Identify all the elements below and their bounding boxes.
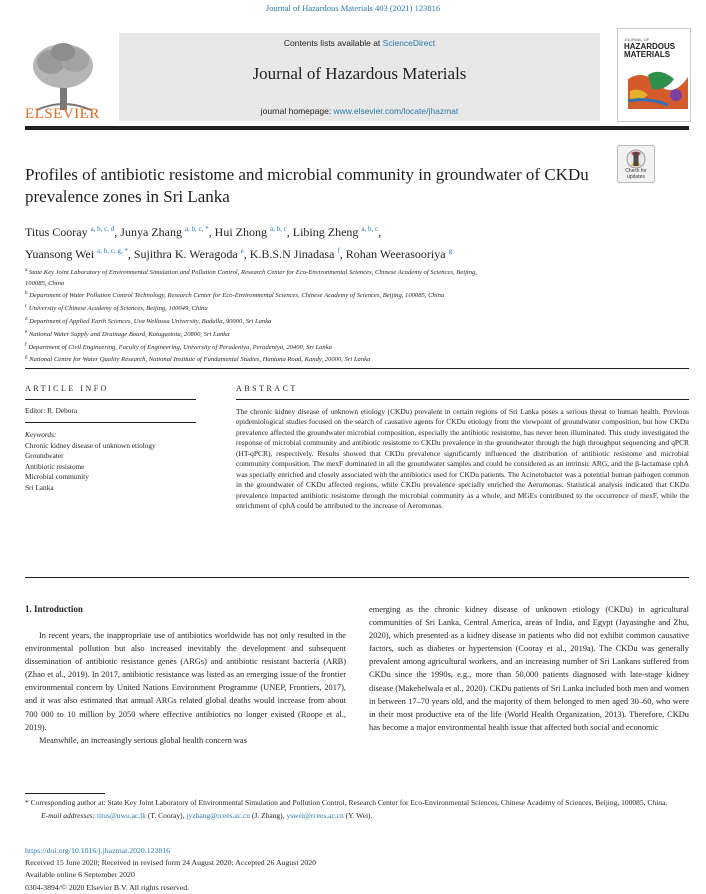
- intro-right-column: [369, 603, 689, 734]
- keyword: Antibiotic resistome: [25, 461, 85, 471]
- affiliation: [25, 341, 685, 354]
- abstract-heading: ABSTRACT: [236, 384, 298, 393]
- introduction-heading: 1. Introduction: [25, 604, 83, 614]
- keyword: Sri Lanka: [25, 482, 54, 492]
- check-for-updates-button[interactable]: [617, 145, 655, 183]
- author-name: Sujithra K. Weragoda: [133, 247, 238, 261]
- copyright: 0304-3894/© 2020 Elsevier B.V. All rights reserved.: [25, 882, 190, 892]
- cover-title: [624, 43, 675, 59]
- affiliation-text: National Centre for Water Quality Research, National Institute of Fundamental Studies, Hantana Road, Kandy, 20000, Sri Lanka: [29, 356, 371, 364]
- author[interactable]: [25, 225, 114, 239]
- author[interactable]: [25, 247, 128, 261]
- contents-prefix: Contents lists available at: [283, 38, 383, 48]
- email-owner: (T. Cooray): [147, 810, 183, 820]
- editor-line: Editor: R. Debora: [25, 406, 78, 415]
- article-info-heading: ARTICLE INFO: [25, 384, 109, 393]
- homepage-line: [119, 106, 600, 116]
- header-rule: [25, 126, 689, 130]
- homepage-link[interactable]: www.elsevier.com/locate/jhazmat: [333, 106, 459, 116]
- cover-title-line2: MATERIALS: [624, 50, 671, 59]
- keyword: Chronic kidney disease of unknown etiology: [25, 440, 156, 450]
- email-link[interactable]: yswei@rcees.ac.cn: [286, 810, 344, 820]
- journal-cover-thumbnail[interactable]: [617, 28, 691, 122]
- intro-left-column: [25, 629, 346, 747]
- crossmark-label-line1: Check for: [625, 168, 647, 174]
- author[interactable]: [134, 247, 244, 261]
- affiliation-text: State Key Joint Laboratory of Environmental Simulation and Pollution Control, Research Center for Eco-Environmental Sciences, Chinese Academy of Sciences, Beijing,: [28, 269, 477, 277]
- author-affiliation-marks[interactable]: e: [240, 247, 244, 255]
- author[interactable]: [120, 225, 208, 239]
- affiliation-key: a: [25, 268, 28, 273]
- author[interactable]: [250, 247, 340, 261]
- author-affiliation-marks[interactable]: f: [337, 247, 340, 255]
- intro-paragraph: emerging as the chronic kidney disease of unknown etiology (CKDu) in agricultural communities of Sri Lanka, Central America, areas of India, and Egypt (Jayasinghe and Zhu, 2020), which presented as a kidney disease in patients who did not exhibit common causative factors, such as diabetes or hypertension (Cooray et al., 2019a). The CKDu was generally prevalent among agricultural workers, and an increasing number of Sri Lankans suffered from CKDu since the 1990s, e.g., more than 50,000 patients diagnosed with late-stage kidney disease (Makehelwala et al., 2020). CKDu patients of Sri Lanka included both men and women in between 17–70 years old, and the majority of them belonged to men aged 30–60, who were in their most productive era of the life (World Health Organization, 2013). Therefore, CKDu has become a major environmental health issue that affected both social and economic: [369, 605, 689, 732]
- keywords-block: [25, 430, 200, 493]
- affiliation-text: University of Chinese Academy of Sciences, Beijing, 100049, China: [28, 305, 208, 313]
- footnote-rule: [25, 793, 105, 794]
- author-affiliation-marks[interactable]: a, b, c, g, *: [97, 247, 128, 255]
- author[interactable]: [215, 225, 287, 239]
- author[interactable]: [293, 225, 378, 239]
- author-affiliation-marks[interactable]: a, b, c, *: [184, 225, 209, 233]
- author-affiliation-marks[interactable]: a, b, c, d: [90, 225, 115, 233]
- crossmark-label: [618, 169, 654, 180]
- affiliation-key: g: [25, 355, 28, 361]
- footnote: [25, 797, 689, 822]
- affiliation: [25, 266, 685, 279]
- email-link[interactable]: jyzhang@rcees.ac.cn: [186, 810, 250, 820]
- crossmark-label-line2: updates: [627, 173, 645, 180]
- author-name: Junya Zhang: [120, 225, 182, 239]
- author-affiliation-marks[interactable]: a, b, c: [270, 225, 287, 233]
- keywords-rule: [25, 422, 196, 423]
- running-head[interactable]: Journal of Hazardous Materials 403 (2021) 123816: [265, 3, 441, 13]
- article-meta: [25, 845, 689, 894]
- affiliation-key: c: [25, 304, 28, 310]
- author-name: Yuansong Wei: [25, 247, 95, 261]
- cover-title-line1: HAZARDOUS: [624, 42, 676, 51]
- author-affiliation-marks[interactable]: a, b, c: [361, 225, 379, 233]
- abstract-rule: [236, 399, 689, 400]
- author-affiliation-marks[interactable]: g: [448, 247, 453, 255]
- doi-link[interactable]: https://doi.org/10.1016/j.jhazmat.2020.123816: [25, 846, 171, 855]
- affiliation-text: Department of Applied Earth Sciences, Uva Wellassa University, Badulla, 90000, Sri Lanka: [29, 318, 272, 326]
- section-rule-bottom: [25, 577, 689, 578]
- affiliation-text: National Water Supply and Drainage Board, Katugastota, 20800, Sri Lanka: [28, 330, 230, 338]
- intro-paragraph: Meanwhile, an increasingly serious global health concern was: [39, 735, 247, 745]
- affiliation: [25, 315, 685, 328]
- email-line: E-mail addresses: titus@uwu.ac.lk (T. Cooray), jyzhang@rcees.ac.cn (J. Zhang), yswei@rcees.ac.cn (Y. Wei).: [41, 810, 373, 820]
- intro-paragraph: In recent years, the inappropriate use of antibiotics worldwide has not only resulted in the environmental pollution but also increased inevitably the development and subsequent dissemination of antibiotic resistance genes (ARGs) and antibiotic resistant bacteria (ARB) (Zhao et al., 2019). In 2017, antibiotic resistance was listed as an emerging issue of the frontier environmental concern by United Nations Environment Programme (UNEP, Frontiers, 2017), and it was also estimated that annual ARGs related global deaths would increase from about 700 000 to 10 million by 2050 where effective antibiotics no longer existed (Roope et al., 2019).: [25, 631, 346, 732]
- affiliation-text: 100085, China: [25, 279, 65, 287]
- affiliation-key: b: [25, 291, 28, 297]
- affiliation: [25, 302, 685, 315]
- received-dates: Received 15 June 2020; Received in revised form 24 August 2020; Accepted 26 August 2020: [25, 858, 317, 868]
- affiliation: [25, 328, 685, 341]
- email-link[interactable]: titus@uwu.ac.lk: [96, 810, 146, 820]
- corresponding-author-note: * Corresponding author at: State Key Joint Laboratory of Environmental Simulation and Pollution Control, Research Center for Eco-Environmental Sciences, Chinese Academy of Sciences, Beijing, 100085, China.: [25, 798, 668, 807]
- email-owner: (J. Zhang): [251, 810, 283, 820]
- affiliation-list: [25, 266, 685, 366]
- author-name: Hui Zhong: [214, 225, 268, 239]
- email-label: E-mail addresses:: [41, 810, 96, 820]
- author-name: Libing Zheng: [292, 225, 359, 239]
- affiliation: [25, 279, 685, 290]
- available-online: Available online 6 September 2020: [25, 870, 135, 880]
- article-info-rule: [25, 399, 196, 400]
- cover-subtitle: JOURNAL OF: [624, 37, 650, 42]
- keyword: Groundwater: [25, 451, 64, 460]
- contents-line: [119, 38, 600, 48]
- affiliation-key: d: [25, 316, 28, 322]
- keywords-label: Keywords:: [25, 430, 57, 439]
- affiliation: [25, 289, 685, 302]
- author-name: K.B.S.N Jinadasa: [249, 247, 335, 261]
- section-rule-top: [25, 368, 689, 369]
- sciencedirect-link[interactable]: ScienceDirect: [382, 38, 436, 48]
- author-name: Titus Cooray: [25, 225, 88, 239]
- publisher-name: ELSEVIER: [25, 106, 100, 122]
- author-name: Rohan Weerasooriya: [345, 247, 446, 261]
- email-owner: (Y. Wei).: [345, 810, 373, 820]
- abstract-text: The chronic kidney disease of unknown etiology (CKDu) prevalent in certain regions of Sri Lanka poses a serious threat to human health. Previous epidemiological studies focused on the search of causative agents for CKDu etiology from the viewpoint of groundwater composition, but how CKDu prevalence affected the groundwater microbial composition, especially the antibiotic resistome, has never been illuminated. This study investigated the response of microbial community and antibiotic resistome to CKDu prevalence in the groundwater through the high throughput sequencing and qPCR (HT-qPCR), respectively. Results showed that CKDu prevalence significantly influenced the distribution of antibiotic resistome and microbial community composition. The mexF dominated in all the groundwater samples and could be considered as an intrinsic ARG, and the β-lactamase cphA was specially enriched and closely associated with the antibiotics used for CKDu patients. The Acinetobacter was a potential human pathogen common in the groundwater of CKDu affected regions, while CKDu prevalence specially enriched the Aeromonas. Statistical analysis indicated that CKDu prevalence impacted antibiotic resistome through the microbial community as a whole, and MGEs contributed to the occurrence of mexF, while the enrichment of cphA could be attributed to the increase of Aeromonas.: [236, 407, 689, 511]
- affiliation-text: Department of Water Pollution Control Technology, Research Center for Eco-Environmental Sciences, Chinese Academy of Sciences, Beijing, 100085, China: [29, 292, 445, 300]
- affiliation-key: f: [25, 342, 27, 348]
- keyword: Microbial community: [25, 472, 89, 481]
- affiliation: [25, 353, 685, 366]
- affiliation-key: e: [25, 329, 28, 335]
- author[interactable]: [346, 247, 452, 261]
- author-list: Titus Cooray $^{a, b, c, d}$, Junya Zhang $^{a, b, c, *}$, Hui Zhong $^{a, b, c}$, Libing Zheng $^{a, b, c}$, Yuansong Wei $^{a, b, c, g, *}$, Sujithra K. Weragoda $^e$, K.B.S.N Jinadasa $^f$, Rohan Weerasooriya $^g$: [25, 225, 453, 261]
- homepage-prefix: journal homepage:: [260, 106, 334, 116]
- affiliation-text: Department of Civil Engineering, Faculty of Engineering, University of Peradeniya, Peradeniya, 20400, Sri Lanka: [28, 343, 332, 351]
- article-title: Profiles of antibiotic resistome and microbial community in groundwater of CKDu prevalence zones in Sri Lanka: [25, 165, 589, 206]
- journal-title: Journal of Hazardous Materials: [252, 64, 467, 83]
